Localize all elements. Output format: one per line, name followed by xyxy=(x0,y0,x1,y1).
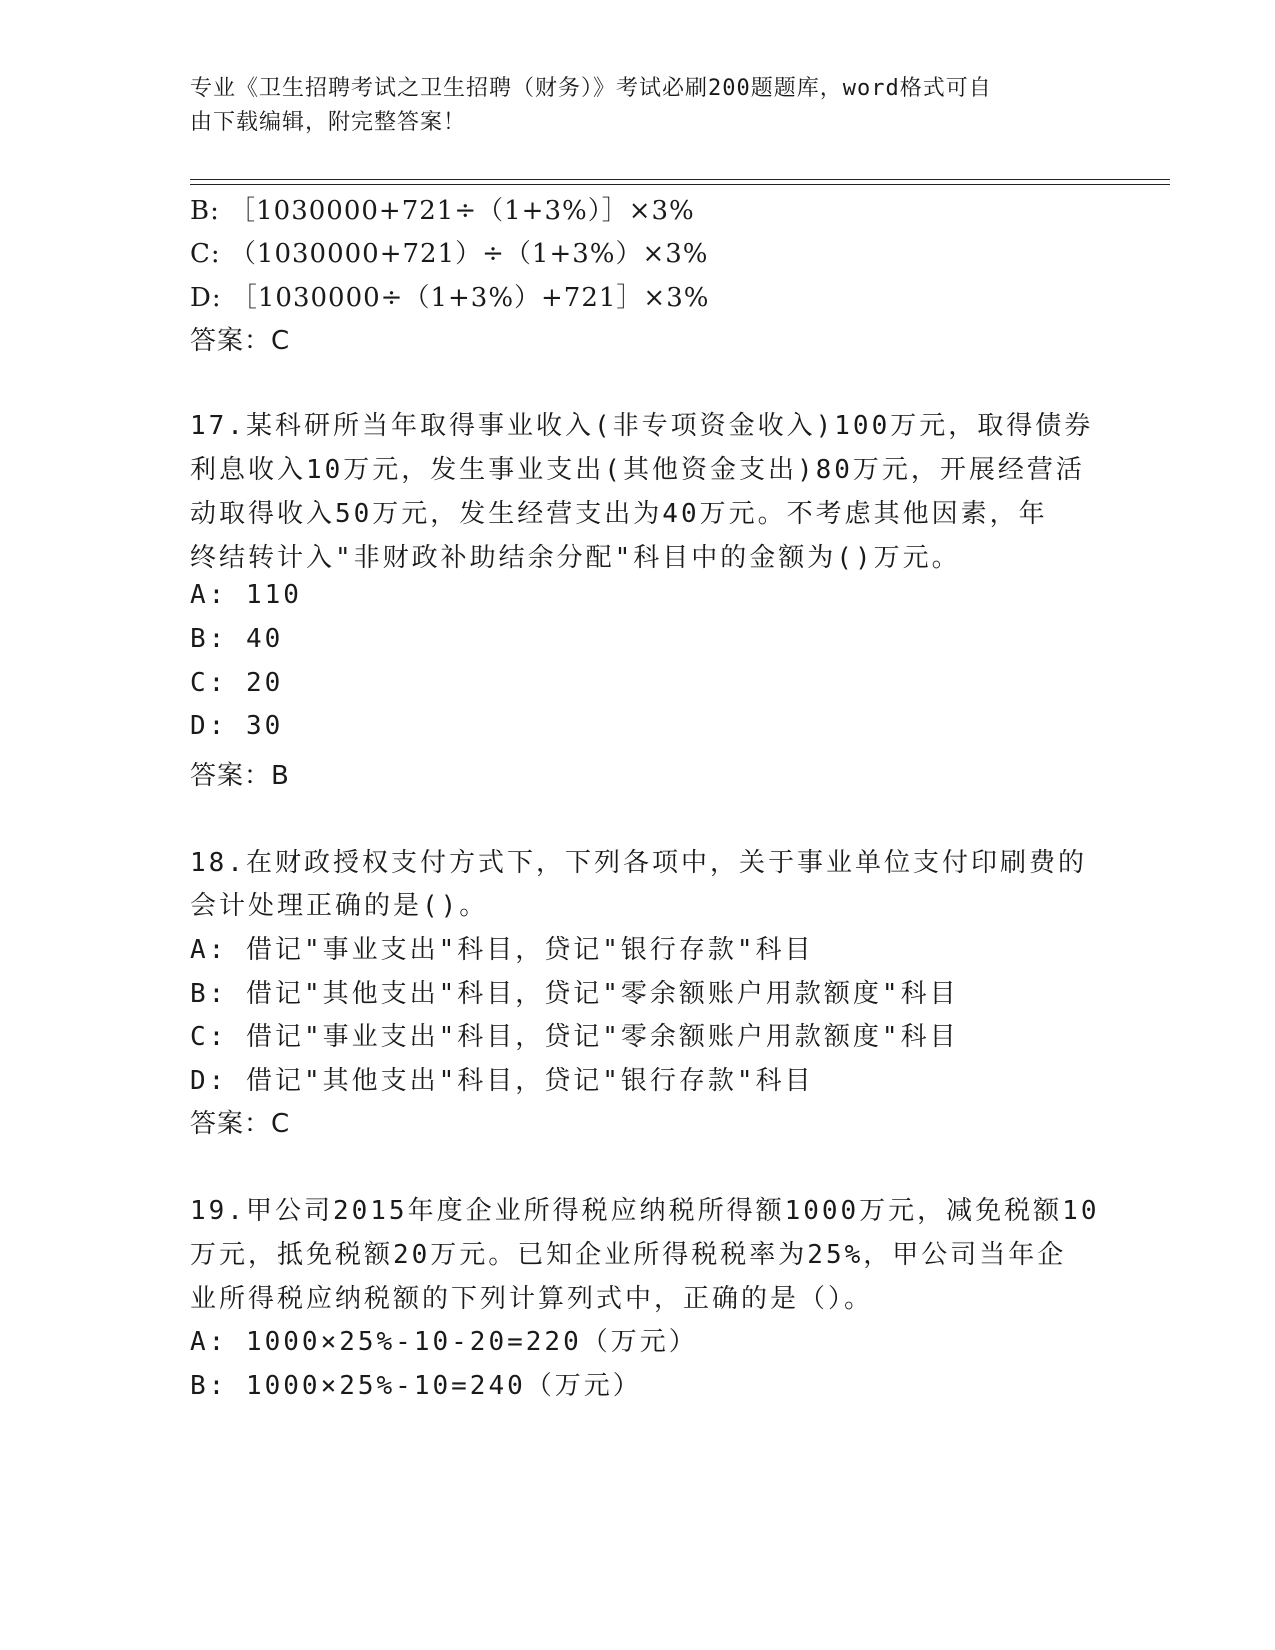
option-c: C: 20 xyxy=(190,668,284,698)
option-a: A: 110 xyxy=(190,580,302,610)
question-18-line: 会计处理正确的是()。 xyxy=(190,891,489,921)
question-19-line: 万元，抵免税额20万元。已知企业所得税税率为25%，甲公司当年企 xyxy=(190,1240,1067,1270)
option-d: D: 30 xyxy=(190,711,284,741)
question-18-line: 18.在财政授权支付方式下，下列各项中，关于事业单位支付印刷费的 xyxy=(190,848,1087,878)
header-line-2: 由下载编辑，附完整答案！ xyxy=(190,110,467,135)
question-17-line: 17.某科研所当年取得事业收入(非专项资金收入)100万元，取得债券 xyxy=(190,411,1094,441)
option-d: D: 借记"其他支出"科目，贷记"银行存款"科目 xyxy=(190,1066,814,1096)
answer-line: 答案：C xyxy=(190,1109,291,1139)
option-b: B: 1000×25%-10=240（万元） xyxy=(190,1371,642,1401)
option-b: B: 40 xyxy=(190,624,284,654)
option-c: C: 借记"事业支出"科目，贷记"零余额账户用款额度"科目 xyxy=(190,1022,959,1052)
question-19-line: 19.甲公司2015年度企业所得税应纳税所得额1000万元，减免税额10 xyxy=(190,1196,1100,1226)
header-line-1: 专业《卫生招聘考试之卫生招聘（财务）》考试必刷200题题库，word格式可自 xyxy=(190,76,992,101)
question-17-line: 终结转计入"非财政补助结余分配"科目中的金额为()万元。 xyxy=(190,543,961,573)
option-c: C: （1030000+721）÷（1+3%）×3% xyxy=(190,239,709,269)
option-a: A: 借记"事业支出"科目，贷记"银行存款"科目 xyxy=(190,935,814,965)
option-b: B: ［1030000+721÷（1+3%）］×3% xyxy=(190,196,695,226)
option-b: B: 借记"其他支出"科目，贷记"零余额账户用款额度"科目 xyxy=(190,979,959,1009)
question-19-line: 业所得税应纳税额的下列计算列式中，正确的是（）。 xyxy=(190,1284,874,1314)
document-header xyxy=(190,72,1090,140)
header-divider-bottom xyxy=(190,184,1170,185)
option-d: D: ［1030000÷（1+3%）+721］×3% xyxy=(190,283,710,313)
question-17-line: 利息收入10万元，发生事业支出(其他资金支出)80万元，开展经营活 xyxy=(190,455,1085,485)
answer-line: 答案：C xyxy=(190,326,291,356)
option-a: A: 1000×25%-10-20=220（万元） xyxy=(190,1327,698,1357)
answer-line: 答案：B xyxy=(190,761,290,791)
header-divider-top xyxy=(190,179,1170,180)
question-17-line: 动取得收入50万元，发生经营支出为40万元。不考虑其他因素，年 xyxy=(190,499,1048,529)
